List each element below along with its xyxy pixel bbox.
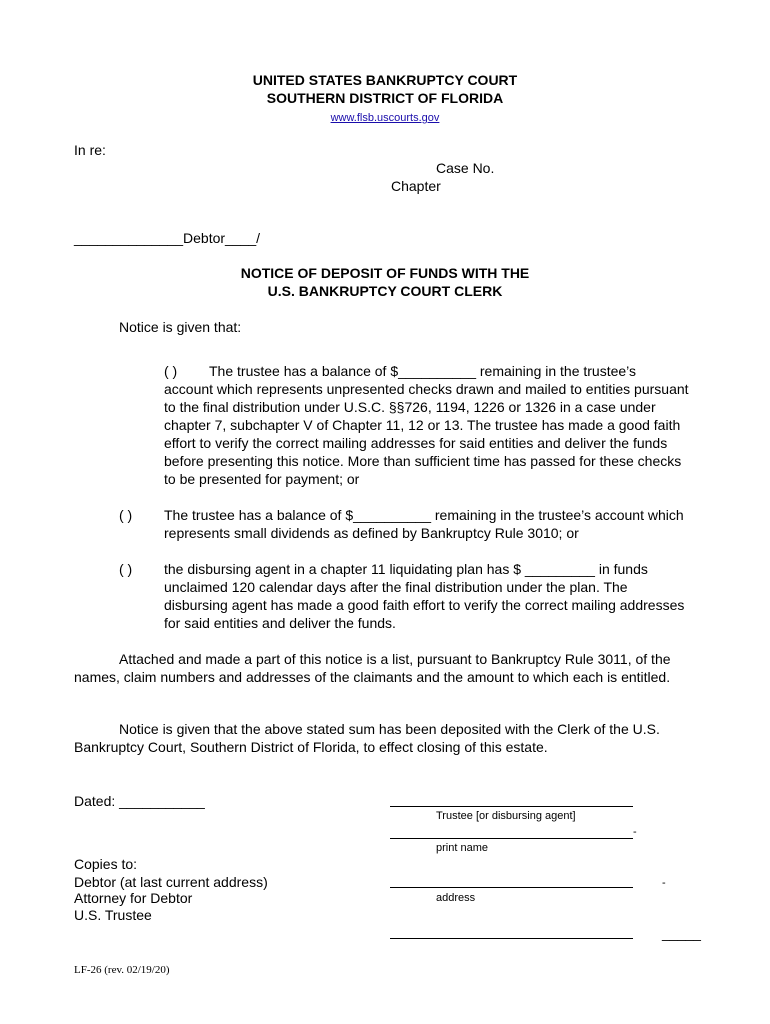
- trustee-signature-line: [390, 806, 633, 807]
- deposit-paragraph: Notice is given that the above stated sum has been deposited with the Clerk of the U.S. Bankruptcy Court, Southern District of Florida, to effect closing of this estate.: [74, 721, 660, 755]
- print-name-line: [390, 838, 633, 839]
- copies-item: Debtor (at last current address): [74, 874, 268, 890]
- debtor-line: ______________Debtor____/: [74, 230, 261, 246]
- print-name-label: print name: [436, 842, 488, 854]
- trustee-label: Trustee [or disbursing agent]: [436, 810, 576, 822]
- copies-heading: Copies to:: [74, 856, 138, 872]
- notice-title-line2: U.S. BANKRUPTCY COURT CLERK: [267, 283, 503, 299]
- option3-text: the disbursing agent in a chapter 11 liquidating plan has $ _________ in funds unclaimed 120 calendar days after the final distribution under the plan. The disbursing agent has made a good faith effort to verify the correct mailing addresses for said entities and deliver the funds.: [164, 561, 685, 631]
- copies-item: U.S. Trustee: [74, 907, 152, 923]
- address-line-2: [390, 938, 633, 939]
- option1-checkbox[interactable]: ( ): [164, 363, 178, 379]
- intro-text: Notice is given that:: [119, 319, 242, 335]
- option2-text: The trustee has a balance of $__________ remaining in the trustee’s account which represents small dividends as defined by Bankruptcy Rule 3010; or: [164, 507, 684, 541]
- notice-title-line1: NOTICE OF DEPOSIT OF FUNDS WITH THE: [240, 265, 530, 281]
- address-line: [390, 887, 633, 888]
- print-name-dash: -: [633, 826, 637, 838]
- chapter-label: Chapter: [391, 178, 441, 194]
- option1-first-line: The trustee has a balance of $__________ remaining in the trustee’s: [209, 363, 637, 379]
- option3-checkbox[interactable]: ( ): [119, 561, 133, 577]
- option1-text: account which represents unpresented checks drawn and mailed to entities pursuant to the final distribution under U.S.C. §§726, 1194, 1226 or 1326 in a case under chapter 7, subchapter V of Chapter 11, 12 or 13. The trustee has made a good faith effort to verify the correct mailing addresses for said entities and deliver the funds before presenting this notice. More than sufficient time has passed for these checks to be presented for payment; or: [164, 381, 689, 487]
- dated-field: Dated: ___________: [74, 793, 205, 809]
- case-no-label: Case No.: [436, 160, 495, 176]
- attached-list-paragraph: Attached and made a part of this notice is a list, pursuant to Bankruptcy Rule 3011, of the names, claim numbers and addresses of the claimants and the amount to which each is entitled.: [74, 651, 671, 685]
- copies-item: Attorney for Debtor: [74, 890, 193, 906]
- district-name: SOUTHERN DISTRICT OF FLORIDA: [266, 90, 504, 106]
- court-name: UNITED STATES BANKRUPTCY COURT: [252, 72, 518, 88]
- address-label: address: [436, 892, 476, 904]
- option2-checkbox[interactable]: ( ): [119, 507, 133, 523]
- form-footer: LF-26 (rev. 02/19/20): [74, 964, 170, 976]
- trailing-line: _____: [662, 925, 701, 941]
- address-dash: -: [662, 877, 666, 889]
- court-website-link[interactable]: www.flsb.uscourts.gov: [330, 112, 440, 124]
- in-re-label: In re:: [74, 142, 106, 158]
